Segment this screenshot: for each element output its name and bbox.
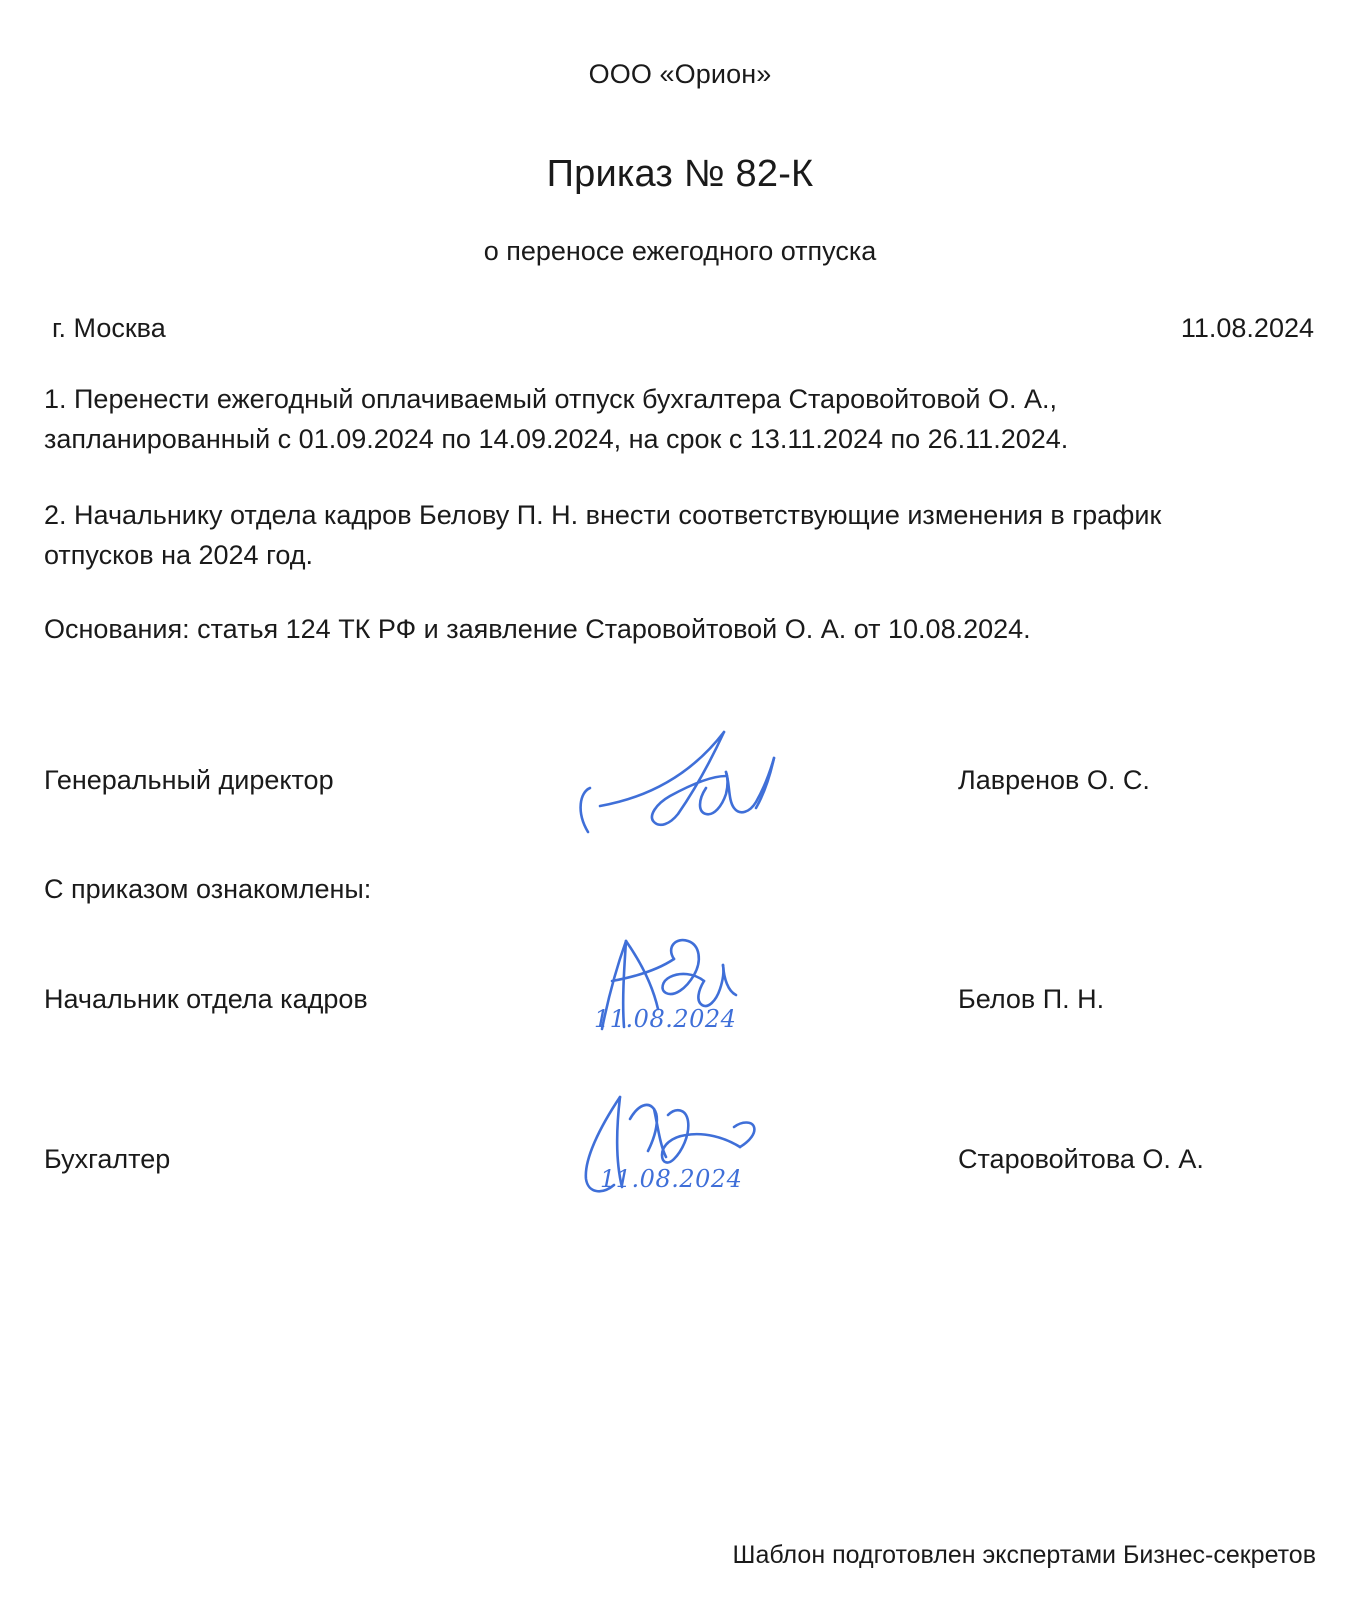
- order-clause-2: 2. Начальнику отдела кадров Белову П. Н. внести соответствующие изменения в график отпусков на 2024 год.: [44, 500, 1162, 571]
- organization-name: ООО «Орион»: [588, 59, 772, 89]
- signature-lavrenov-icon: [574, 714, 794, 841]
- accountant-role-label: Бухгалтер: [44, 1143, 171, 1174]
- signature-row-hr-head: [44, 967, 1316, 1034]
- place-date-row: [44, 313, 1316, 344]
- document-subtitle: о переносе ежегодного отпуска: [483, 235, 877, 266]
- hr-head-name: Белов П. Н.: [958, 983, 1105, 1014]
- signature-row-director: [44, 748, 1316, 812]
- hr-head-role-label: Начальник отдела кадров: [44, 983, 368, 1014]
- place-city: г. Москва: [52, 313, 166, 344]
- accountant-signature-area: [564, 1127, 914, 1194]
- order-grounds: Основания: статья 124 ТК РФ и заявление Старовойтовой О. А. от 10.08.2024.: [44, 614, 1031, 645]
- signature-row-accountant: [44, 1127, 1316, 1194]
- document-title: Приказ № 82-К: [546, 153, 814, 196]
- document-date: 11.08.2024: [1180, 313, 1314, 344]
- director-signature-area: [564, 748, 914, 812]
- acknowledgement-label: С приказом ознакомлены:: [44, 874, 372, 905]
- hr-head-signature-area: [564, 967, 914, 1034]
- director-role-label: Генеральный директор: [44, 764, 334, 795]
- director-name: Лавренов О. С.: [958, 764, 1150, 795]
- accountant-name: Старовойтова О. А.: [958, 1143, 1204, 1174]
- accountant-signature-date: 11.08.2024: [600, 1165, 743, 1194]
- order-clause-1: 1. Перенести ежегодный оплачиваемый отпуск бухгалтера Старовойтовой О. А., запланированный с 01.09.2024 по 14.09.2024, на срок с 13.11.2024 по 26.11.2024.: [44, 384, 1069, 455]
- hr-head-signature-date: 11.08.2024: [594, 1005, 737, 1034]
- footer-credit: Шаблон подготовлен экспертами Бизнес-секретов: [732, 1541, 1316, 1569]
